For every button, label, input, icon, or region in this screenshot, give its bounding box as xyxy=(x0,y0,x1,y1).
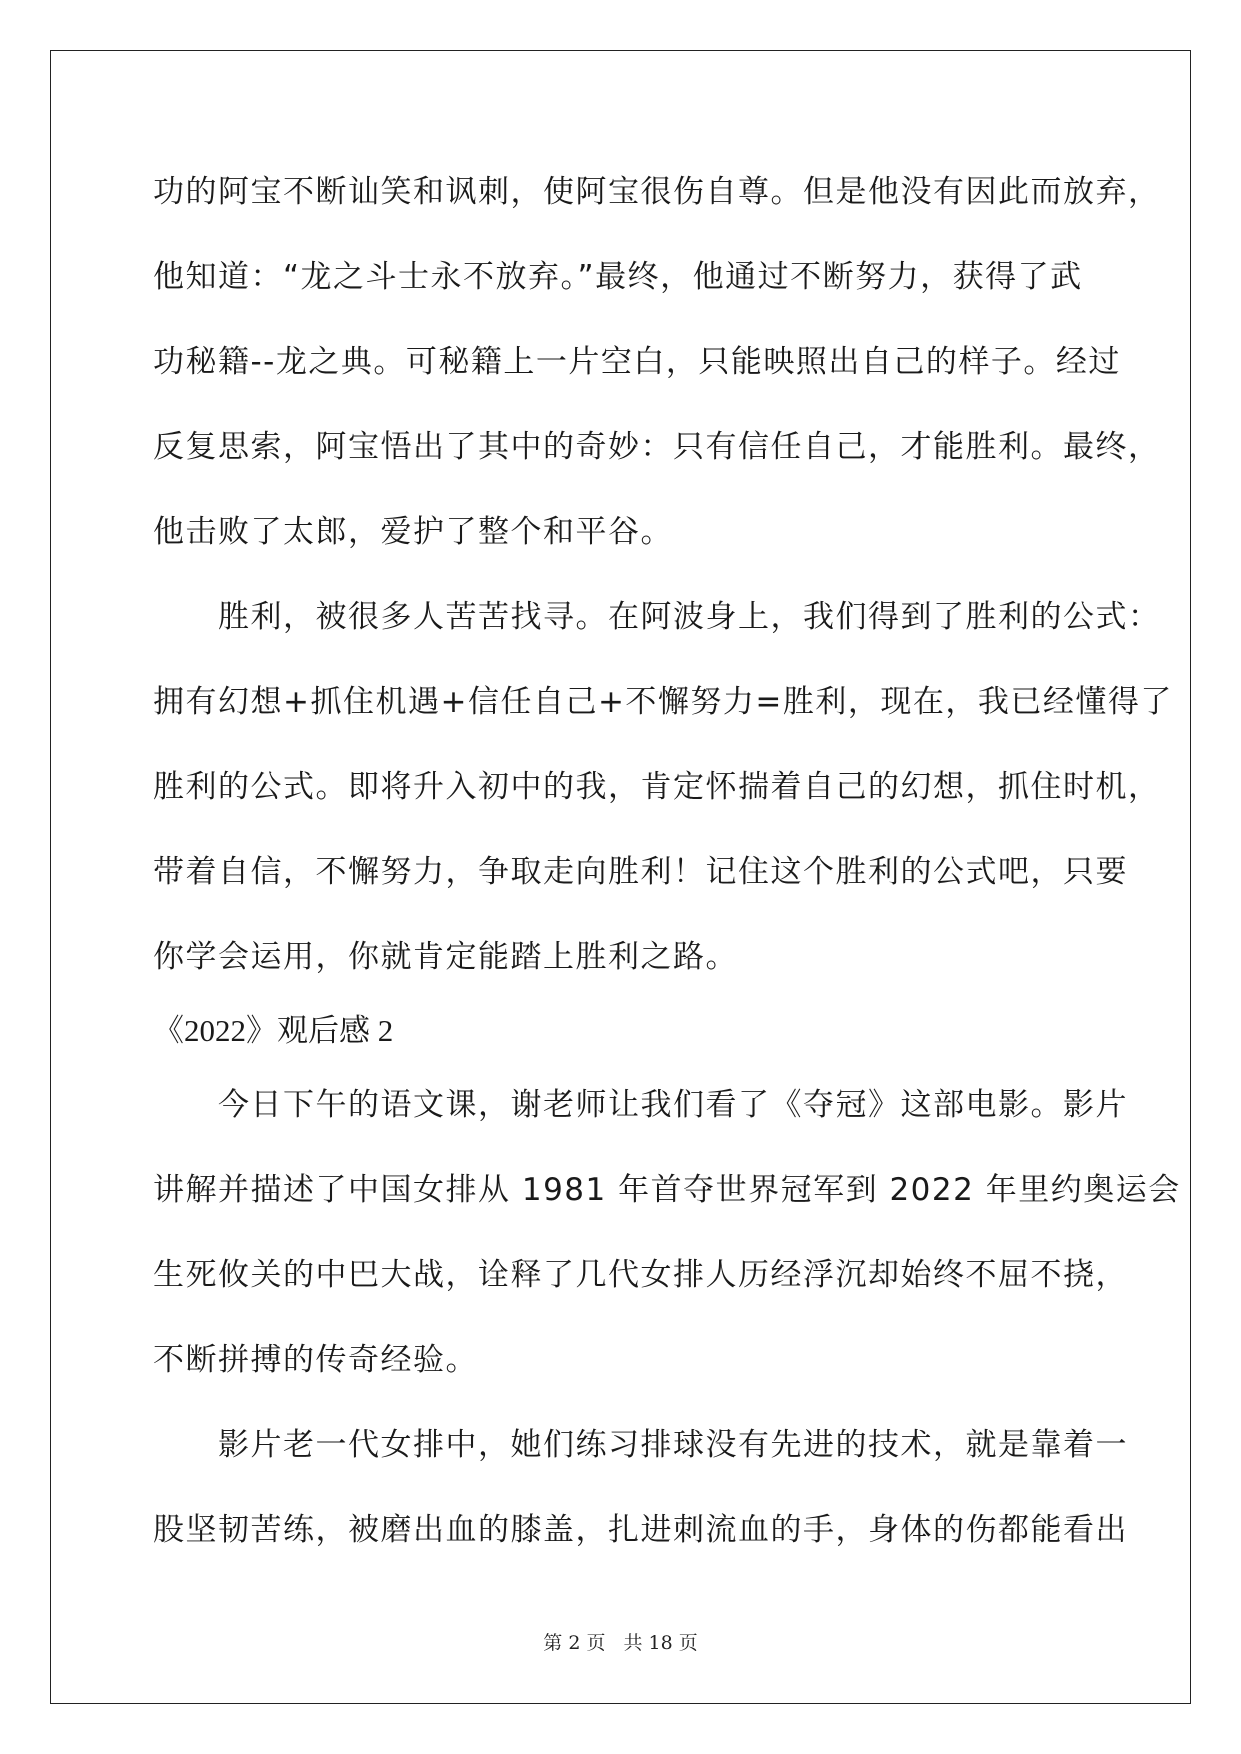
paragraph-start-line: 胜利，被很多人苦苦找寻。在阿波身上，我们得到了胜利的公式： xyxy=(153,599,1161,635)
paragraph-start-line: 影片老一代女排中，她们练习排球没有先进的技术，就是靠着一 xyxy=(153,1427,1128,1463)
text-line: 反复思索，阿宝悟出了其中的奇妙：只有信任自己，才能胜利。最终， xyxy=(153,429,1161,465)
page-number: 第 2 页 xyxy=(543,1632,606,1654)
text-line: 胜利的公式。即将升入初中的我，肯定怀揣着自己的幻想，抓住时机， xyxy=(153,769,1161,805)
text-line: 功的阿宝不断讪笑和讽刺，使阿宝很伤自尊。但是他没有因此而放弃， xyxy=(153,174,1161,210)
text-line: 他知道：“龙之斗士永不放弃。”最终，他通过不断努力，获得了武 xyxy=(153,259,1083,295)
text-line: 你学会运用，你就肯定能踏上胜利之路。 xyxy=(153,939,738,975)
text-line: 讲解并描述了中国女排从 1981 年首夺世界冠军到 2022 年里约奥运会 xyxy=(153,1172,1181,1208)
text-line: 带着自信，不懈努力，争取走向胜利！记住这个胜利的公式吧，只要 xyxy=(153,854,1128,890)
text-line: 他击败了太郎，爱护了整个和平谷。 xyxy=(153,514,673,550)
text-line: 功秘籍--龙之典。可秘籍上一片空白，只能映照出自己的样子。经过 xyxy=(153,344,1121,380)
page-footer xyxy=(0,1628,1241,1655)
text-line: 股坚韧苦练，被磨出血的膝盖，扎进刺流血的手，身体的伤都能看出 xyxy=(153,1512,1128,1548)
page-total: 共 18 页 xyxy=(623,1632,698,1654)
paragraph-start-line: 今日下午的语文课，谢老师让我们看了《夺冠》这部电影。影片 xyxy=(153,1087,1128,1123)
section-heading: 《2022》观后感 2 xyxy=(153,1013,394,1048)
text-line: 拥有幻想+抓住机遇+信任自己+不懈努力=胜利，现在，我已经懂得了 xyxy=(153,684,1173,720)
text-line: 不断拼搏的传奇经验。 xyxy=(153,1342,478,1378)
text-line: 生死攸关的中巴大战，诠释了几代女排人历经浮沉却始终不屈不挠， xyxy=(153,1257,1128,1293)
